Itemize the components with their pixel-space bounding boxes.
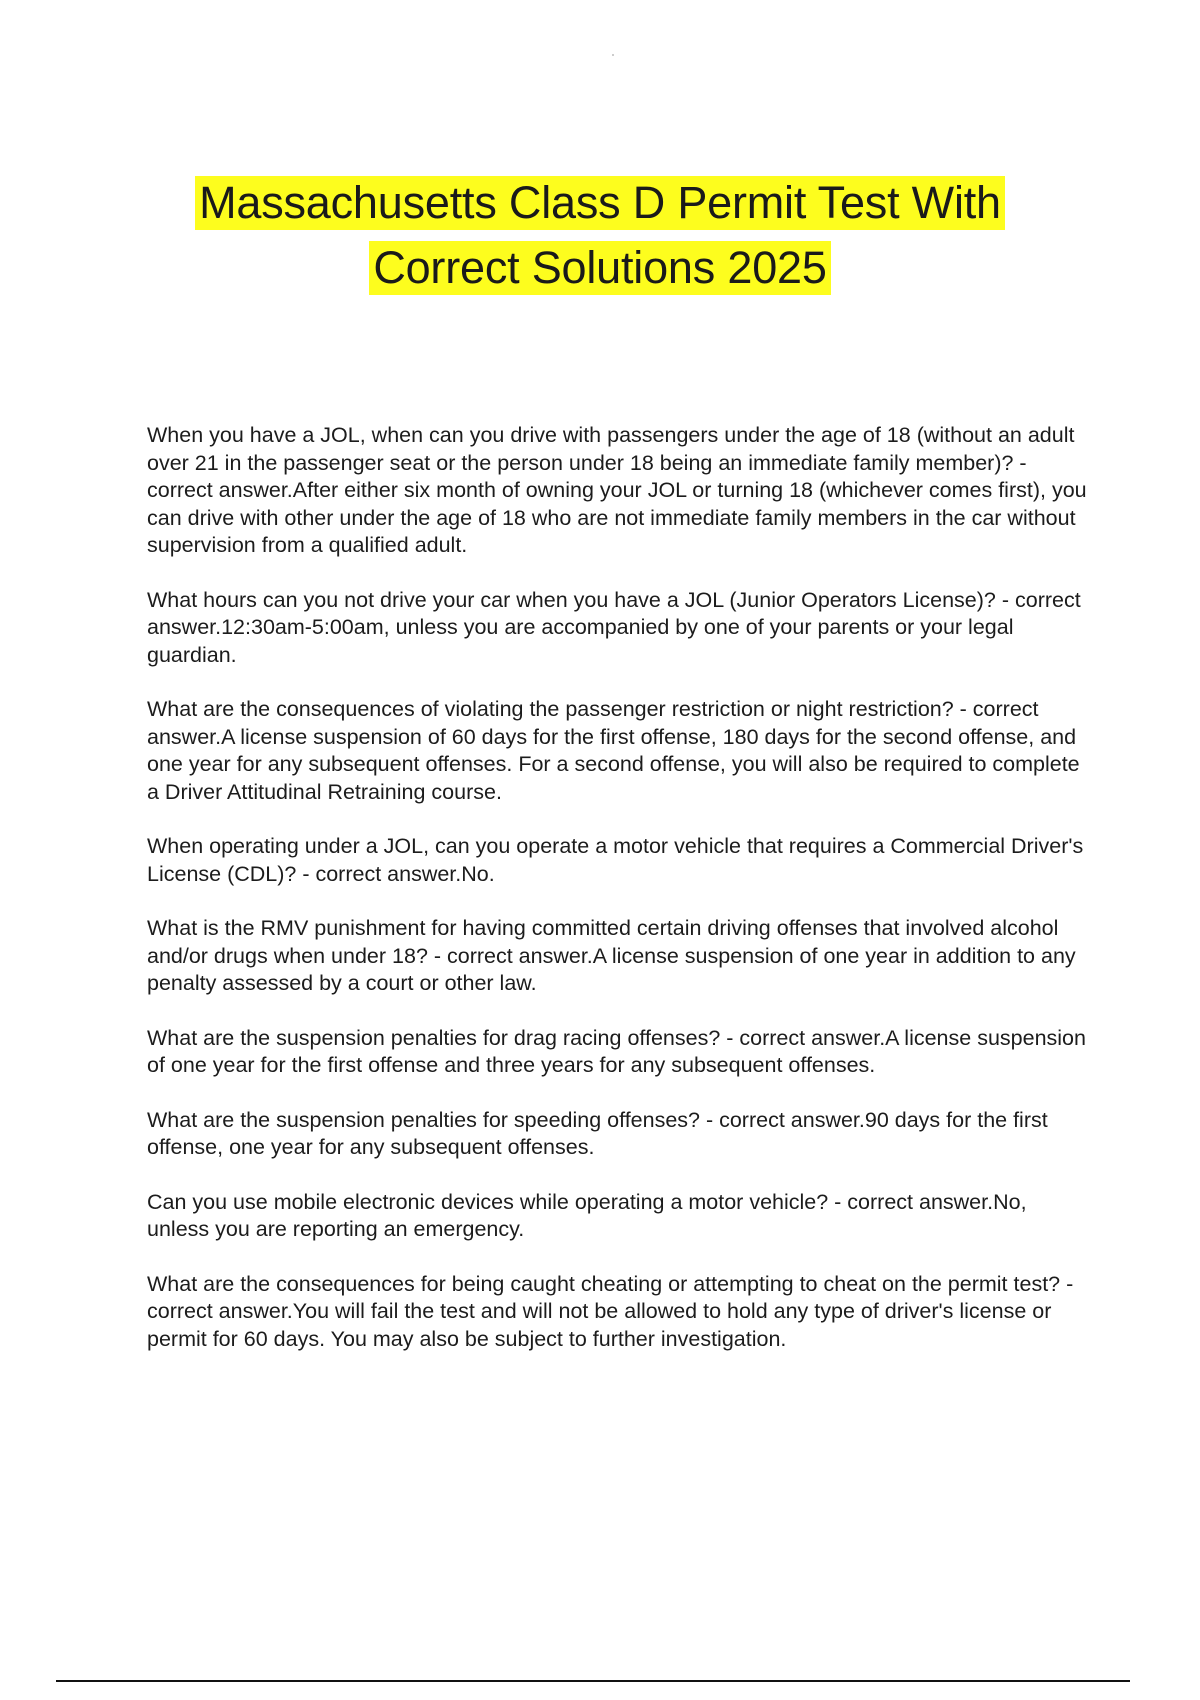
qa-item-2: What hours can you not drive your car when you have a JOL (Junior Operators License)? - correct answer.12:30am-5:00am, unless you are accompanied by one of your parents or your legal guardian. [147,587,1081,667]
qa-item-1: When you have a JOL, when can you drive with passengers under the age of 18 (without an adult over 21 in the passenger seat or the person under 18 being an immediate family member)? - correct answer.After either six month of owning your JOL or turning 18 (whichever comes first), you can drive with other under the age of 18 who are not immediate family members in the car without supervision from a qualified adult. [147,423,1087,557]
bottom-divider [56,1680,1130,1682]
qa-item-4: When operating under a JOL, can you operate a motor vehicle that requires a Commercial Driver's License (CDL)? - correct answer.No. [147,834,1084,886]
qa-item-6: What are the suspension penalties for drag racing offenses? - correct answer.A license suspension of one year for the first offense and three years for any subsequent offenses. [147,1025,1086,1077]
qa-list [147,422,1087,1380]
document-title [0,176,1200,306]
scan-artifact-dot [612,54,614,56]
qa-item-5: What is the RMV punishment for having committed certain driving offenses that involved alcohol and/or drugs when under 18? - correct answer.A license suspension of one year in addition to any penalty assessed by a court or other law. [147,916,1076,995]
qa-item-9: What are the consequences for being caught cheating or attempting to cheat on the permit test? - correct answer.You will fail the test and will not be allowed to hold any type of driver's license or permit for 60 days. You may also be subject to further investigation. [147,1271,1074,1351]
title-line-2: Correct Solutions 2025 [369,241,830,295]
qa-item-7: What are the suspension penalties for speeding offenses? - correct answer.90 days for the first offense, one year for any subsequent offenses. [147,1107,1048,1159]
qa-item-3: What are the consequences of violating the passenger restriction or night restriction? - correct answer.A license suspension of 60 days for the first offense, 180 days for the second offense, and one year for any subsequent offenses. For a second offense, you will also be required to complete a Driver Attitudinal Retraining course. [147,697,1080,804]
title-line-1: Massachusetts Class D Permit Test With [195,176,1005,230]
qa-item-8: Can you use mobile electronic devices while operating a motor vehicle? - correct answer.No, unless you are reporting an emergency. [147,1189,1027,1241]
